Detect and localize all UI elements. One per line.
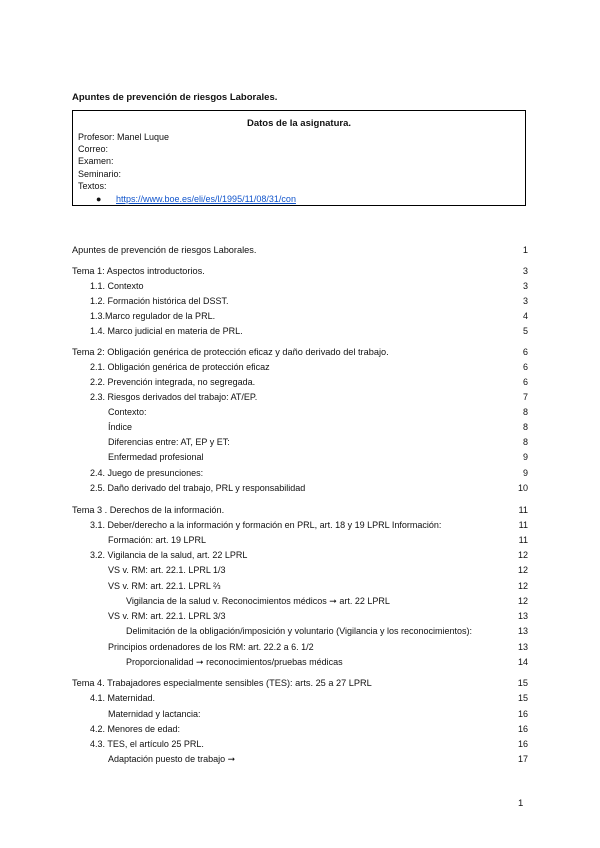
toc-entry[interactable] [72,295,528,307]
toc-entry-title: 3.1. Deber/derecho a la información y formación en PRL, art. 18 y 19 LPRL Información: [90,520,442,530]
toc-entry-title: Proporcionalidad ➞ reconocimientos/pruebas médicas [126,657,343,667]
toc-entry-page: 17 [517,754,528,764]
toc-entry[interactable] [72,677,528,689]
toc-entry-title: Vigilancia de la salud v. Reconocimientos médicos ➞ art. 22 LPRL [126,596,390,606]
toc-entry[interactable] [72,595,528,607]
toc-entry-title: 1.4. Marco judicial en materia de PRL. [90,326,243,336]
toc-entry[interactable] [72,244,528,256]
toc-entry[interactable] [72,723,528,735]
toc-entry-title: 2.3. Riesgos derivados del trabajo: AT/EP. [90,392,258,402]
toc-entry-page: 6 [522,362,528,372]
toc-entry-title: Apuntes de prevención de riesgos Laborales. [72,245,257,255]
toc-entry[interactable] [72,564,528,576]
toc-entry[interactable] [72,325,528,337]
toc-entry-page: 12 [517,596,528,606]
toc-entry-page: 3 [522,266,528,276]
toc-entry[interactable] [72,391,528,403]
toc-entry[interactable] [72,534,528,546]
toc-entry[interactable] [72,346,528,358]
toc-entry[interactable] [72,753,528,765]
email-line: Correo: [78,144,109,155]
toc-entry-page: 12 [517,581,528,591]
toc-entry-title: 1.3.Marco regulador de la PRL. [90,311,216,321]
seminar-line: Seminario: [78,168,122,179]
toc-entry[interactable] [72,421,528,433]
toc-entry-title: 4.1. Maternidad. [90,693,156,703]
toc-entry[interactable] [72,625,528,637]
toc-entry[interactable] [72,549,528,561]
toc-entry-title: VS v. RM: art. 22.1. LPRL ⅔ [108,581,221,591]
toc-entry[interactable] [72,519,528,531]
bullet-icon: ● [96,194,102,205]
toc-entry[interactable] [72,376,528,388]
toc-entry-page: 12 [517,565,528,575]
toc-entry-title: Contexto: [108,407,147,417]
toc-entry-page: 5 [522,326,528,336]
toc-entry-title: Delimitación de la obligación/imposición y voluntario (Vigilancia y los reconocimientos): [126,626,472,636]
toc-entry-title: Adaptación puesto de trabajo ➞ [108,754,236,764]
toc-entry-title: Diferencias entre: AT, EP y ET: [108,437,230,447]
toc-entry-title: 2.5. Daño derivado del trabajo, PRL y responsabilidad [90,483,306,493]
toc-entry-title: Tema 3 . Derechos de la información. [72,505,225,515]
toc-entry-page: 7 [522,392,528,402]
toc-entry-page: 6 [522,347,528,357]
toc-entry-page: 13 [517,642,528,652]
toc-entry-title: Formación: art. 19 LPRL [108,535,207,545]
toc-entry[interactable] [72,610,528,622]
toc-entry-page: 14 [517,657,528,667]
toc-entry[interactable] [72,436,528,448]
toc-entry[interactable] [72,692,528,704]
toc-entry-page: 15 [517,678,528,688]
toc-entry-page: 11 [518,520,528,530]
toc-entry[interactable] [72,310,528,322]
toc-entry-title: 2.4. Juego de presunciones: [90,468,204,478]
toc-entry[interactable] [72,504,528,516]
toc-entry[interactable] [72,708,528,720]
toc-entry-title: Principios ordenadores de los RM: art. 22.2 a 6. 1/2 [108,642,314,652]
toc-entry-page: 13 [517,611,528,621]
toc-entry-page: 15 [517,693,528,703]
toc-entry-title: 1.1. Contexto [90,281,144,291]
toc-entry-page: 10 [517,483,528,493]
toc-entry[interactable] [72,280,528,292]
toc-entry[interactable] [72,580,528,592]
toc-entry-title: Tema 4. Trabajadores especialmente sensibles (TES): arts. 25 a 27 LPRL [72,678,372,688]
course-info-heading: Datos de la asignatura. [246,118,351,129]
toc-entry-page: 1 [522,245,528,255]
toc-entry-title: 1.2. Formación histórica del DSST. [90,296,229,306]
toc-entry-title: Enfermedad profesional [108,452,204,462]
professor-line: Profesor: Manel Luque [78,132,170,142]
toc-entry-page: 11 [518,535,528,545]
toc-entry-page: 11 [518,505,528,515]
toc-entry-title: 3.2. Vigilancia de la salud, art. 22 LPRL [90,550,248,560]
toc-entry-page: 8 [522,422,528,432]
toc-entry-title: 2.2. Prevención integrada, no segregada. [90,377,256,387]
toc-entry-page: 3 [522,296,528,306]
toc-entry-page: 12 [517,550,528,560]
toc-entry-page: 9 [522,452,528,462]
toc-entry-title: 2.1. Obligación genérica de protección eficaz [90,362,270,372]
toc-entry-title: VS v. RM: art. 22.1. LPRL 1/3 [108,565,226,575]
toc-entry[interactable] [72,482,528,494]
toc-entry-title: 4.3. TES, el artículo 25 PRL. [90,739,204,749]
toc-entry[interactable] [72,738,528,750]
toc-entry[interactable] [72,451,528,463]
toc-entry-page: 4 [522,311,528,321]
toc-entry-page: 16 [517,724,528,734]
toc-entry-title: 4.2. Menores de edad: [90,724,181,734]
toc-entry-title: Tema 2: Obligación genérica de protección eficaz y daño derivado del trabajo. [72,347,389,357]
boe-link[interactable]: https://www.boe.es/eli/es/l/1995/11/08/31/con [116,194,296,205]
toc-entry[interactable] [72,361,528,373]
toc-entry[interactable] [72,641,528,653]
toc-entry-title: Maternidad y lactancia: [108,709,201,719]
toc-entry[interactable] [72,656,528,668]
toc-entry[interactable] [72,406,528,418]
document-title: Apuntes de prevención de riesgos Laborales. [72,92,278,103]
toc-entry-title: Índice [108,422,133,432]
toc-entry-page: 9 [522,468,528,478]
toc-entry-page: 3 [522,281,528,291]
page-number: 1 [518,798,524,809]
toc-entry[interactable] [72,467,528,479]
toc-entry-page: 8 [522,437,528,447]
toc-entry-page: 16 [517,739,528,749]
toc-entry-title: Tema 1: Aspectos introductorios. [72,266,205,276]
toc-entry-page: 8 [522,407,528,417]
exam-line: Examen: [78,156,114,167]
table-of-contents [72,0,528,848]
toc-entry-page: 13 [517,626,528,636]
toc-entry-page: 6 [522,377,528,387]
toc-entry[interactable] [72,265,528,277]
toc-entry-page: 16 [517,709,528,719]
toc-entry-title: VS v. RM: art. 22.1. LPRL 3/3 [108,611,226,621]
texts-line: Textos: [78,180,107,191]
